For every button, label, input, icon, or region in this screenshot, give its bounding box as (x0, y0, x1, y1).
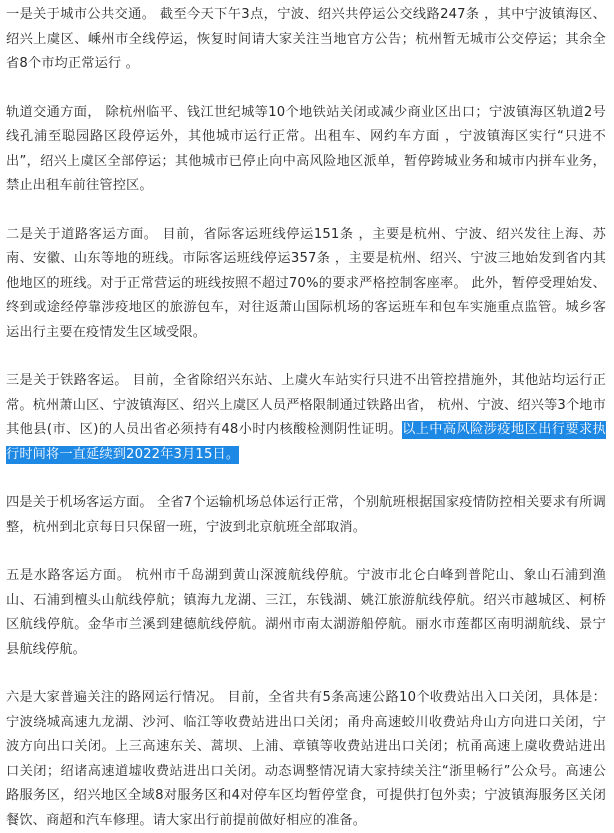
paragraph-text: 一是关于城市公共交通。 截至今天下午3点，宁波、绍兴共停运公交线路247条 ，其中宁波镇海区、绍兴上虞区、嵊州市全线停运，恢复时间请大家关注当地官方公告；杭州暂无城市公交停运；其余全省8个市均正常运行 。 (6, 7, 606, 71)
paragraph-text: 四是关于机场客运方面。 全省7个运输机场总体运行正常，个别航班根据国家疫情防控相关要求有所调整，杭州到北京每日只保留一班，宁波到北京航班全部取消。 (6, 495, 606, 535)
paragraph-railway (6, 369, 606, 467)
paragraph-public-transit (6, 3, 606, 77)
paragraph-airport (6, 491, 606, 540)
paragraph-text: 五是水路客运方面。 杭州市千岛湖到黄山深渡航线停航。宁波市北仑白峰到普陀山、象山石浦到渔山、石浦到檀头山航线停航；镇海九龙湖、三江，东钱湖、姚江旅游航线停航。绍兴市越城区、柯桥区航线停航。金华市兰溪到建德航线停航。湖州市南太湖游船停航。丽水市莲都区南明湖航线、景宁县航线停航。 (6, 568, 606, 657)
paragraph-text: 六是大家普遍关注的路网运行情况。 目前，全省共有5条高速公路10个收费站出入口关闭，具体是： 宁波绕城高速九龙湖、沙河、临江等收费站进出口关闭；甬舟高速蛟川收费站舟山方向进口关闭，宁波方向出口关闭。上三高速东关、蒿坝、上浦、章镇等收费站进出口关闭；杭甬高速上虞收费站进出口关闭；绍诸高速道墟收费站进出口关闭。动态调整情况请大家持续关注“浙里畅行”公众号。高速公路服务区，绍兴地区全域8对服务区和4对停车区均暂停堂食，可提供打包外卖；宁波镇海服务区关闭餐饮、商超和汽车修理。请大家出行前提前做好相应的准备。 (6, 690, 606, 828)
paragraph-text: 三是关于铁路客运。 目前，全省除绍兴东站、上虞火车站实行只进不出管控措施外，其他站均运行正常。杭州萧山区、宁波镇海区、绍兴上虞区人员严格限制通过铁路出省， 杭州、宁波、绍兴等3个地市其他县(市、区)的人员出省必须持有48小时内核酸检测阴性证明。 (6, 373, 606, 437)
paragraph-road-network (6, 686, 606, 833)
paragraph-waterway (6, 564, 606, 662)
paragraph-rail-transit (6, 101, 606, 199)
paragraph-text: 二是关于道路客运方面。 目前，省际客运班线停运151条 ，主要是杭州、宁波、绍兴发往上海、苏南、安徽、山东等地的班线。市际客运班线停运357条 ，主要是杭州、绍兴、宁波三地始发到省内其他地区的班线。对于正常营运的班线按照不超过70%的要求严格控制客座率。 此外，暂停受理始发、终到或途经停靠涉疫地区的旅游包车，对往返萧山国际机场的客运班车和包车实施重点监管。城乡客运出行主要在疫情发生区域受限。 (6, 226, 606, 340)
selected-text-highlight[interactable]: 以上中高风险涉疫地区出行要求执行时间将一直延续到2022年3月15日。 (6, 422, 607, 462)
paragraph-road-passenger (6, 223, 606, 346)
paragraph-text: 轨道交通方面， 除杭州临平、钱江世纪城等10个地铁站关闭或减少商业区出口；宁波镇海区轨道2号线孔浦至聪园路区段停运外，其他城市运行正常。出租车、网约车方面 ，宁波镇海区实行“只进不出”，绍兴上虞区全部停运；其他城市已停止向中高风险地区派单，暂停跨城业务和城市内拼车业务，禁止出租车前往管控区。 (6, 104, 606, 193)
